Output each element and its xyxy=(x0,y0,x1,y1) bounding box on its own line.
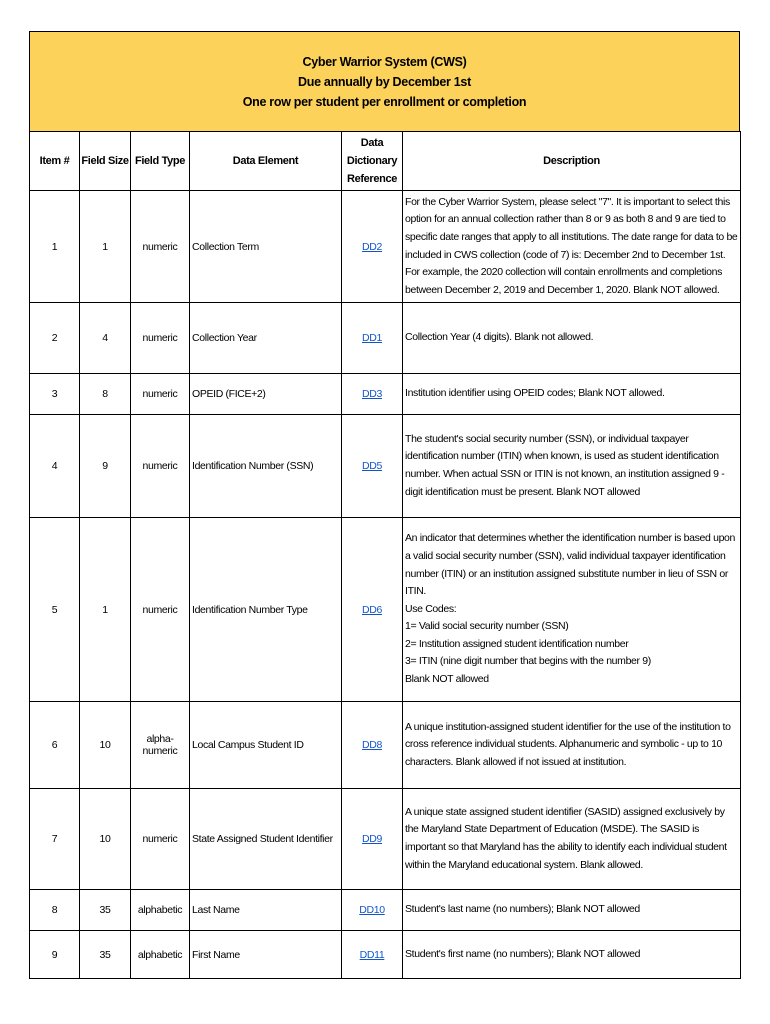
banner-title: Cyber Warrior System (CWS) xyxy=(302,54,467,69)
table-row xyxy=(30,931,741,979)
field-size: 10 xyxy=(80,789,131,890)
field-type: numeric xyxy=(131,518,190,702)
field-size: 10 xyxy=(80,702,131,789)
table-row xyxy=(30,702,741,789)
description: The student's social security number (SSN), or individual taxpayer identification number (ITIN) when known, is used as student identification number. When actual SSN or ITIN is not known, an institution assigned 9 - digit identification must be present. Blank NOT allowed xyxy=(403,415,741,518)
table-row xyxy=(30,518,741,702)
description: Student's first name (no numbers); Blank NOT allowed xyxy=(403,931,741,979)
data-element: Last Name xyxy=(190,890,342,931)
reference-link[interactable]: DD3 xyxy=(362,388,382,400)
col-header-item: Item # xyxy=(30,132,80,191)
reference-link[interactable]: DD9 xyxy=(362,833,382,845)
banner-due-date: Due annually by December 1st xyxy=(298,74,471,89)
reference-link[interactable]: DD1 xyxy=(362,332,382,344)
field-type: numeric xyxy=(131,415,190,518)
description: An indicator that determines whether the identification number is based upon a valid social security number (SSN), valid individual taxpayer identification number (ITIN) or an institution assigned substitute number in lieu of SSN or ITIN. Use Codes: 1= Valid social security number (SSN) 2= Institution assigned student identification number 3= ITIN (nine digit number that begins with the number 9) Blank NOT allowed xyxy=(403,518,741,702)
description: A unique state assigned student identifier (SASID) assigned exclusively by the Maryland State Department of Education (MSDE). The SASID is important so that Maryland has the ability to identify each individual student within the Maryland educational system. Blank allowed. xyxy=(403,789,741,890)
table-row xyxy=(30,374,741,415)
reference-link[interactable]: DD5 xyxy=(362,460,382,472)
field-type: numeric xyxy=(131,303,190,374)
table-row xyxy=(30,303,741,374)
col-header-element: Data Element xyxy=(190,132,342,191)
col-header-size: Field Size xyxy=(80,132,131,191)
description: Institution identifier using OPEID codes; Blank NOT allowed. xyxy=(403,374,741,415)
data-element: State Assigned Student Identifier xyxy=(190,789,342,890)
item-number: 5 xyxy=(30,518,80,702)
field-size: 9 xyxy=(80,415,131,518)
description: Student's last name (no numbers); Blank NOT allowed xyxy=(403,890,741,931)
data-element: Collection Year xyxy=(190,303,342,374)
table-row xyxy=(30,191,741,303)
field-size: 35 xyxy=(80,931,131,979)
data-element: Identification Number (SSN) xyxy=(190,415,342,518)
table-row xyxy=(30,890,741,931)
item-number: 3 xyxy=(30,374,80,415)
field-size: 35 xyxy=(80,890,131,931)
field-type: alphabetic xyxy=(131,931,190,979)
reference-link[interactable]: DD2 xyxy=(362,240,382,253)
item-number: 9 xyxy=(30,931,80,979)
reference-link[interactable]: DD11 xyxy=(359,948,385,961)
col-header-reference: Data Dictionary Reference xyxy=(342,132,403,191)
reference-link[interactable]: DD10 xyxy=(359,904,385,916)
field-type: numeric xyxy=(131,789,190,890)
table-header-row xyxy=(30,132,741,191)
field-type: alphabetic xyxy=(131,890,190,931)
table-row xyxy=(30,789,741,890)
field-type: numeric xyxy=(131,191,190,303)
field-size: 1 xyxy=(80,191,131,303)
field-type: numeric xyxy=(131,374,190,415)
field-size: 8 xyxy=(80,374,131,415)
data-element: OPEID (FICE+2) xyxy=(190,374,342,415)
title-banner xyxy=(29,31,740,131)
field-size: 1 xyxy=(80,518,131,702)
data-dictionary-sheet xyxy=(29,31,740,979)
item-number: 4 xyxy=(30,415,80,518)
description: For the Cyber Warrior System, please select "7". It is important to select this option for an annual collection rather than 8 or 9 as both 8 and 9 are tied to specific date ranges that apply to all institutions. The date range for data to be included in CWS collection (code of 7) is: December 2nd to December 1st. For example, the 2020 collection will contain enrollments and completions between December 2, 2019 and December 1, 2020. Blank NOT allowed. xyxy=(403,191,741,303)
item-number: 1 xyxy=(30,191,80,303)
field-size: 4 xyxy=(80,303,131,374)
description: A unique institution-assigned student identifier for the use of the institution to cross reference individual students. Alphanumeric and symbolic - up to 10 characters. Blank allowed if not issued at institution. xyxy=(403,702,741,789)
item-number: 8 xyxy=(30,890,80,931)
item-number: 2 xyxy=(30,303,80,374)
data-element: Identification Number Type xyxy=(190,518,342,702)
data-element: Local Campus Student ID xyxy=(190,702,342,789)
reference-link[interactable]: DD8 xyxy=(362,739,382,751)
data-element: First Name xyxy=(190,931,342,979)
table-row xyxy=(30,415,741,518)
item-number: 6 xyxy=(30,702,80,789)
data-element: Collection Term xyxy=(190,191,342,303)
item-number: 7 xyxy=(30,789,80,890)
col-header-type: Field Type xyxy=(131,132,190,191)
description: Collection Year (4 digits). Blank not allowed. xyxy=(403,303,741,374)
reference-link[interactable]: DD6 xyxy=(362,603,382,616)
field-type: alpha-numeric xyxy=(131,702,190,789)
banner-subtitle: One row per student per enrollment or completion xyxy=(242,94,527,109)
col-header-description: Description xyxy=(403,132,741,191)
fields-table xyxy=(29,131,741,979)
